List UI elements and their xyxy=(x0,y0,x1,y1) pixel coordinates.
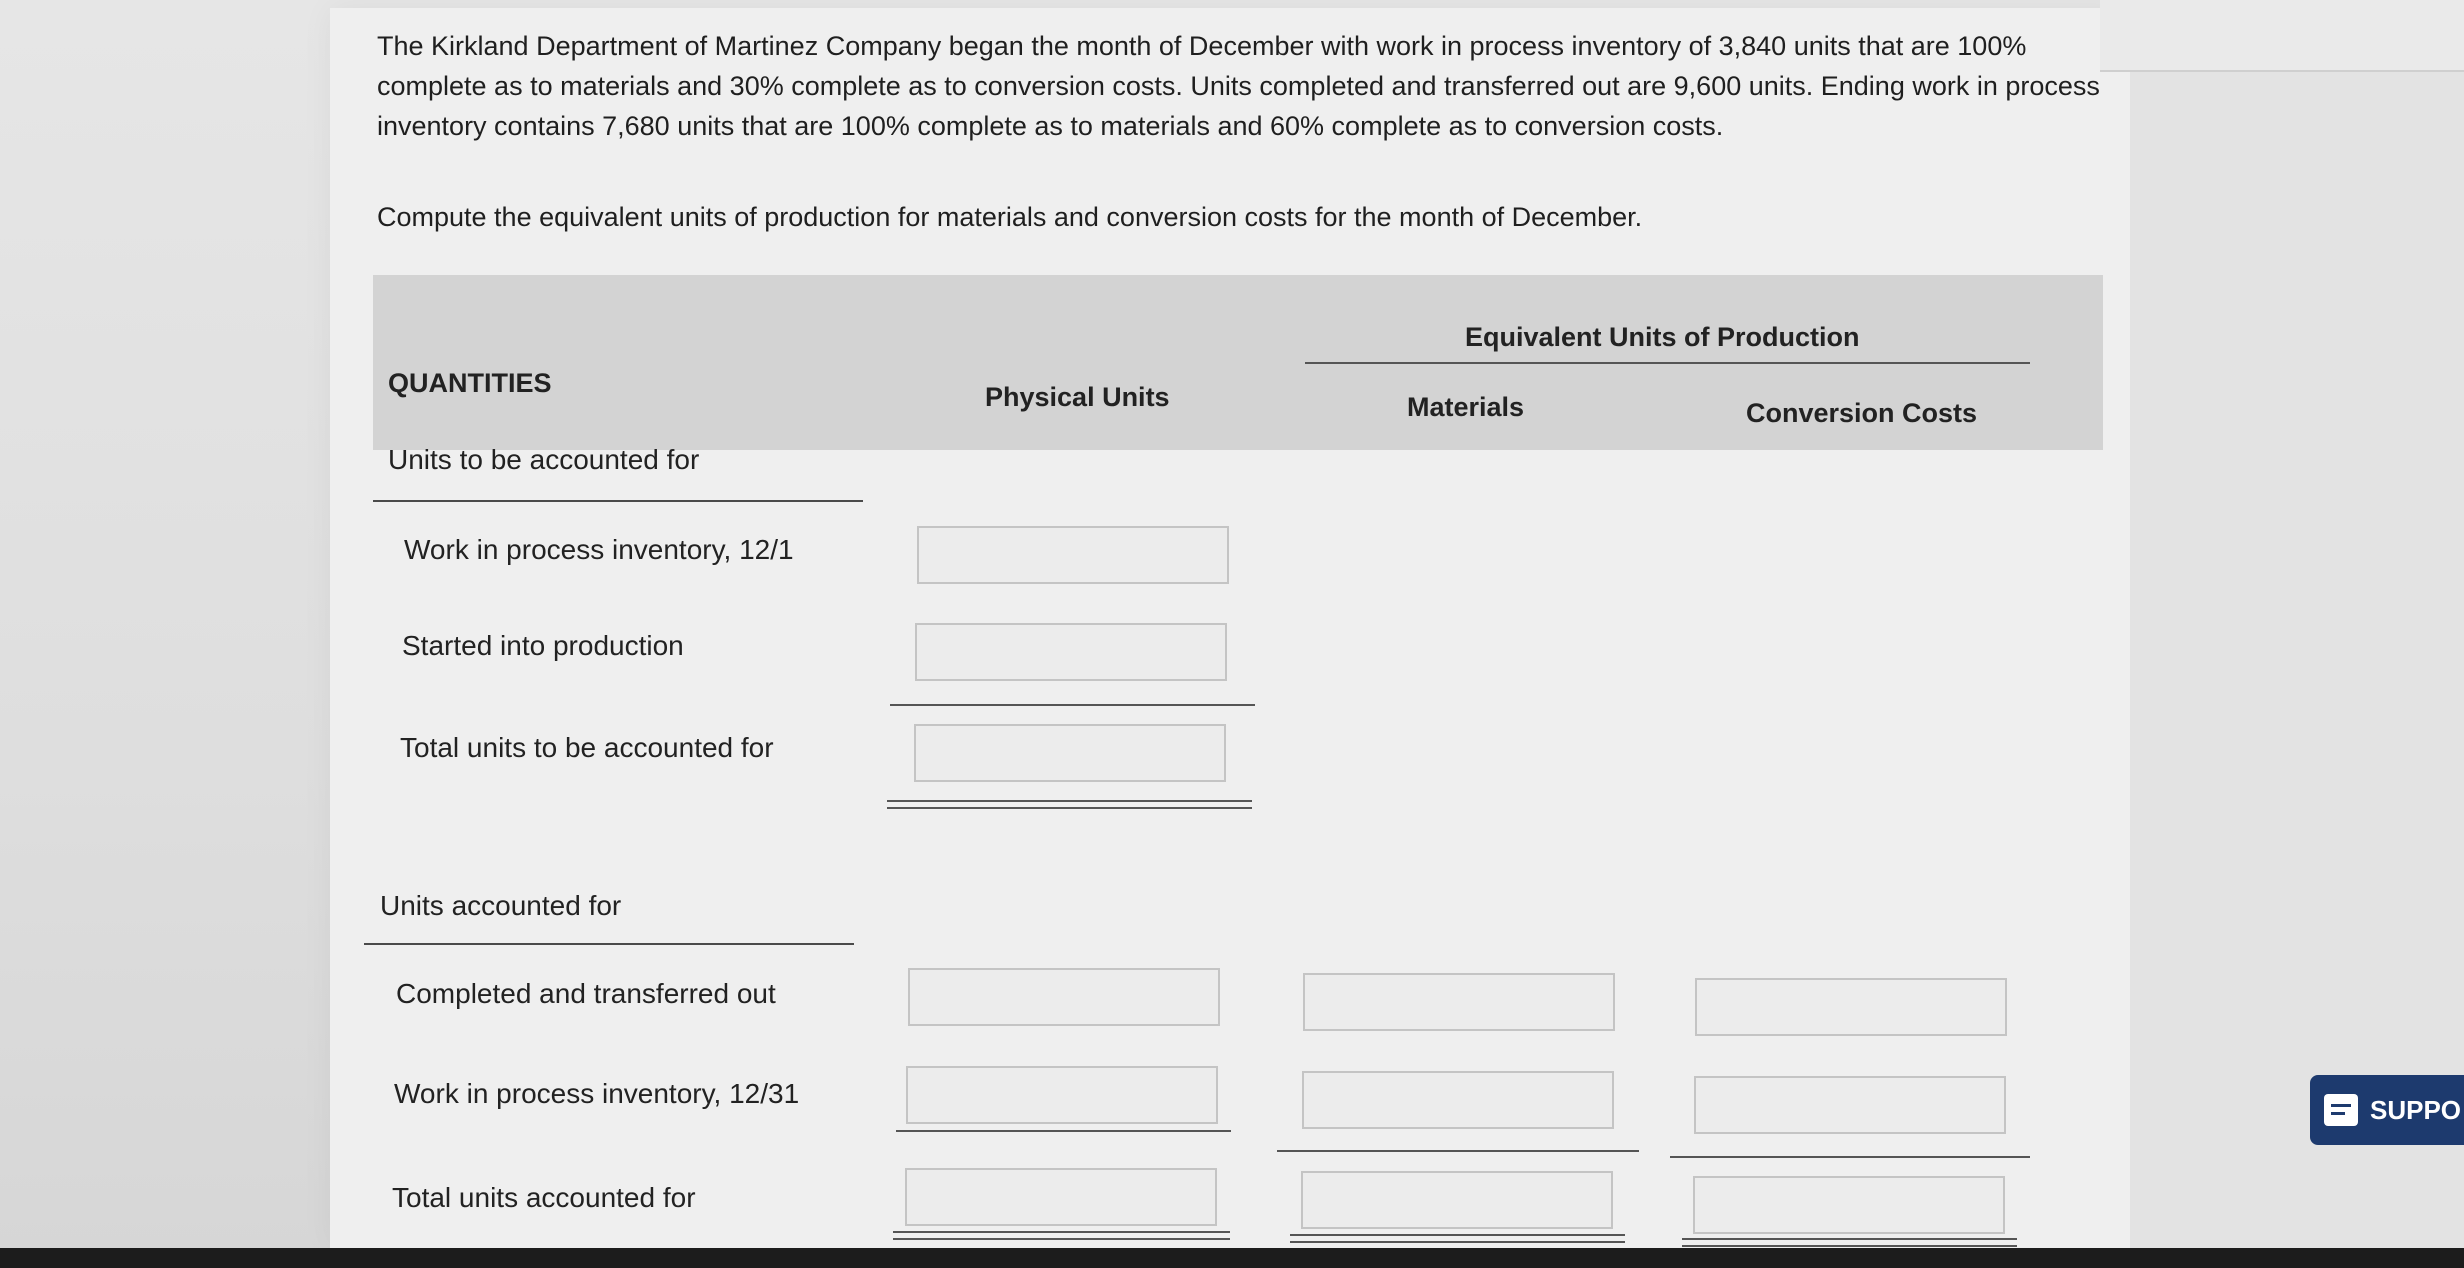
problem-statement: The Kirkland Department of Martinez Company began the month of December with work in process inventory of 3,840 units that are 100% complete as to materials and 30% complete as to conversion costs. Units completed and transferred out are 9,600 units. Ending work in process inventory contains 7,680 units that are 100% complete as to materials and 60% complete as to conversion costs. xyxy=(377,31,2100,141)
total-accounted-materials-double-underline-2 xyxy=(1290,1241,1625,1243)
support-button[interactable] xyxy=(2310,1075,2464,1145)
section1-rule xyxy=(373,500,863,502)
equivalent-units-rule xyxy=(1305,362,2030,364)
wip-ending-label: Work in process inventory, 12/31 xyxy=(394,1078,800,1109)
started-into-production-label: Started into production xyxy=(402,630,684,661)
wip-beginning-label: Work in process inventory, 12/1 xyxy=(404,534,794,565)
started-underline xyxy=(890,704,1255,706)
bottom-bar xyxy=(0,1248,2464,1268)
wip-ending-conversion-underline xyxy=(1670,1156,2030,1158)
wip-ending-conversion-input[interactable] xyxy=(1694,1076,2006,1134)
quantities-header: QUANTITIES xyxy=(388,368,552,398)
equivalent-units-header: Equivalent Units of Production xyxy=(1465,322,1860,352)
started-into-production-physical-input[interactable] xyxy=(915,623,1227,681)
top-right-bar xyxy=(2100,0,2464,72)
total-accounted-physical-double-underline-2 xyxy=(893,1238,1230,1240)
conversion-costs-header: Conversion Costs xyxy=(1746,398,1978,428)
materials-header: Materials xyxy=(1407,392,1525,422)
wip-ending-materials-input[interactable] xyxy=(1302,1071,1614,1129)
problem-page xyxy=(330,8,2130,1248)
total-accounted-physical-input[interactable] xyxy=(905,1168,1217,1226)
wip-ending-physical-input[interactable] xyxy=(906,1066,1218,1124)
wip-ending-materials-underline xyxy=(1277,1150,1639,1152)
right-panel xyxy=(2130,0,2464,1248)
total-accounted-conversion-input[interactable] xyxy=(1693,1176,2005,1234)
total-to-be-accounted-label: Total units to be accounted for xyxy=(400,732,774,763)
wip-ending-physical-underline xyxy=(896,1130,1231,1132)
total-accounted-conversion-double-underline-2 xyxy=(1682,1245,2017,1247)
wip-beginning-physical-input[interactable] xyxy=(917,526,1229,584)
completed-transferred-materials-input[interactable] xyxy=(1303,973,1615,1031)
support-label: SUPPO xyxy=(2370,1094,2462,1125)
total-accounted-materials-double-underline-1 xyxy=(1290,1234,1625,1236)
completed-transferred-physical-input[interactable] xyxy=(908,968,1220,1026)
problem-instruction: Compute the equivalent units of production for materials and conversion costs for the month of December. xyxy=(377,202,1643,232)
total-accounted-materials-input[interactable] xyxy=(1301,1171,1613,1229)
chat-icon xyxy=(2324,1094,2358,1126)
total-accounted-physical-double-underline-1 xyxy=(893,1231,1230,1233)
total-accounted-conversion-double-underline-1 xyxy=(1682,1238,2017,1240)
completed-transferred-label: Completed and transferred out xyxy=(396,978,776,1009)
section2-rule xyxy=(364,943,854,945)
total-accounted-label: Total units accounted for xyxy=(392,1182,696,1213)
total-to-be-accounted-double-underline-1 xyxy=(887,800,1252,802)
completed-transferred-conversion-input[interactable] xyxy=(1695,978,2007,1036)
total-to-be-accounted-double-underline-2 xyxy=(887,807,1252,809)
units-accounted-for-title: Units accounted for xyxy=(380,890,622,921)
physical-units-header: Physical Units xyxy=(985,382,1170,412)
units-to-be-accounted-title: Units to be accounted for xyxy=(388,444,700,475)
total-to-be-accounted-physical-input[interactable] xyxy=(914,724,1226,782)
